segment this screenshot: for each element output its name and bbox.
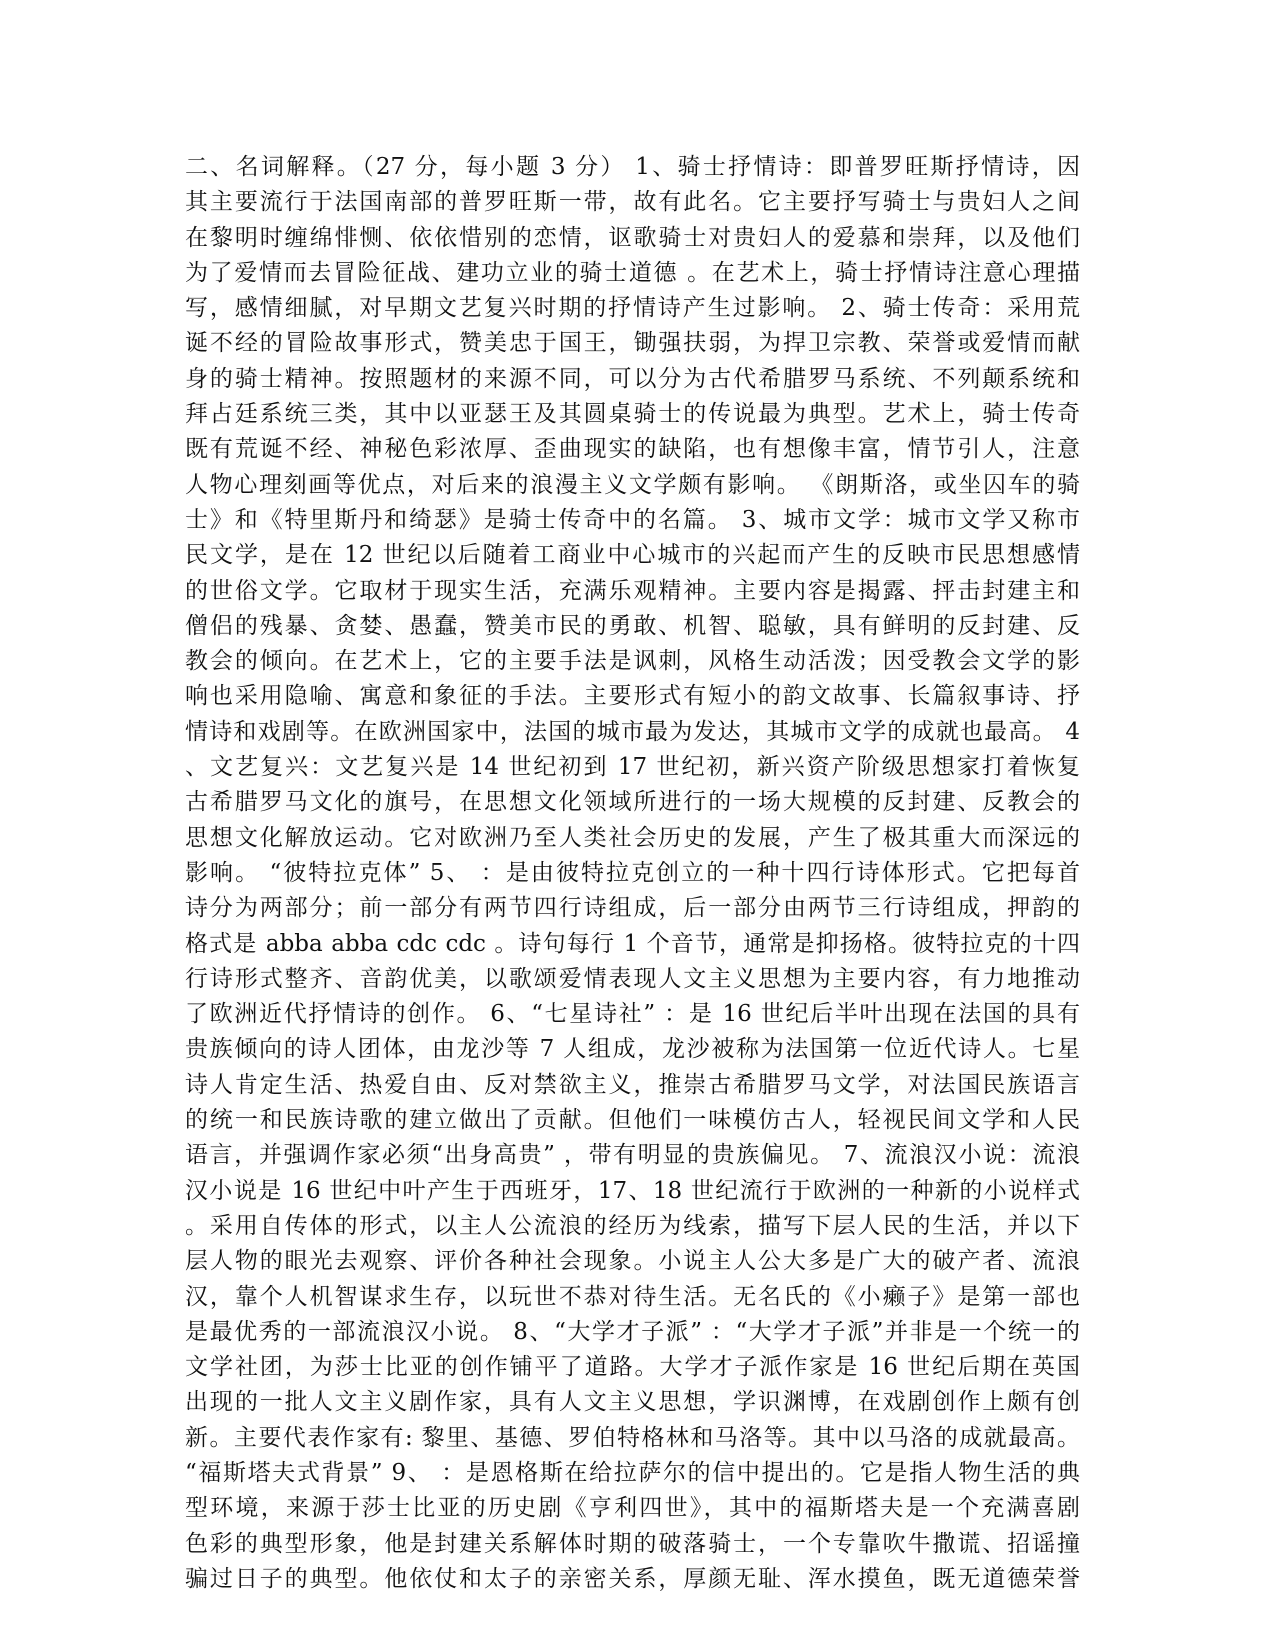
text-line: 教会的倾向。在艺术上，它的主要手法是讽刺，风格生动活泼；因受教会文学的影 <box>185 648 1080 675</box>
text-line: 诞不经的冒险故事形式，赞美忠于国王，锄强扶弱，为捍卫宗教、荣誉或爱情而献 <box>185 330 1080 357</box>
text-line: 贵族倾向的诗人团体，由龙沙等 7 人组成，龙沙被称为法国第一位近代诗人。七星 <box>185 1036 1080 1063</box>
text-line: 、文艺复兴：文艺复兴是 14 世纪初到 17 世纪初，新兴资产阶级思想家打着恢复 <box>185 754 1080 781</box>
text-line: 士》和《特里斯丹和绮瑟》是骑士传奇中的名篇。 3、城市文学：城市文学又称市 <box>185 506 1080 533</box>
text-line: 在黎明时缠绵悱恻、依依惜别的恋情，讴歌骑士对贵妇人的爱慕和崇拜，以及他们 <box>185 224 1080 251</box>
text-line: 其主要流行于法国南部的普罗旺斯一带，故有此名。它主要抒写骑士与贵妇人之间 <box>185 189 1080 216</box>
text-line: 民文学，是在 12 世纪以后随着工商业中心城市的兴起而产生的反映市民思想感情 <box>185 542 1080 569</box>
text-line: 思想文化解放运动。它对欧洲乃至人类社会历史的发展，产生了极其重大而深远的 <box>185 824 1080 851</box>
text-line: 为了爱情而去冒险征战、建功立业的骑士道德 。在艺术上，骑士抒情诗注意心理描 <box>185 259 1080 286</box>
text-line: 诗分为两部分；前一部分有两节四行诗组成，后一部分由两节三行诗组成，押韵的 <box>185 895 1080 922</box>
text-line: 诗人肯定生活、热爱自由、反对禁欲主义，推崇古希腊罗马文学，对法国民族语言 <box>185 1071 1080 1098</box>
text-line: 身的骑士精神。按照题材的来源不同，可以分为古代希腊罗马系统、不列颠系统和 <box>185 365 1080 392</box>
body-text <box>185 150 1080 1597</box>
text-line: 格式是 abba abba cdc cdc 。诗句每行 1 个音节，通常是抑扬格。彼特拉克的十四 <box>185 930 1080 957</box>
text-line: 的世俗文学。它取材于现实生活，充满乐观精神。主要内容是揭露、抨击封建主和 <box>185 577 1080 604</box>
text-line: 二、名词解释。（27 分，每小题 3 分） 1、骑士抒情诗：即普罗旺斯抒情诗，因 <box>185 154 1080 180</box>
text-line: 。采用自传体的形式，以主人公流浪的经历为线索，描写下层人民的生活，并以下 <box>185 1212 1080 1239</box>
text-line: 文学社团，为莎士比亚的创作铺平了道路。大学才子派作家是 16 世纪后期在英国 <box>185 1354 1080 1381</box>
text-line: 了欧洲近代抒情诗的创作。 6、“七星诗社” ：是 16 世纪后半叶出现在法国的具有 <box>185 1001 1080 1028</box>
text-line: 语言，并强调作家必须“出身高贵” ，带有明显的贵族偏见。 7、流浪汉小说：流浪 <box>185 1142 1080 1169</box>
text-line: 色彩的典型形象，他是封建关系解体时期的破落骑士，一个专靠吹牛撒谎、招谣撞 <box>185 1530 1080 1557</box>
text-line: 层人物的眼光去观察、评价各种社会现象。小说主人公大多是广大的破产者、流浪 <box>185 1248 1080 1275</box>
text-line: 行诗形式整齐、音韵优美，以歌颂爱情表现人文主义思想为主要内容，有力地推动 <box>185 965 1080 992</box>
text-line: 型环境，来源于莎士比亚的历史剧《亨利四世》，其中的福斯塔夫是一个充满喜剧 <box>185 1495 1080 1522</box>
text-line: 既有荒诞不经、神秘色彩浓厚、歪曲现实的缺陷，也有想像丰富，情节引人，注意 <box>185 436 1080 463</box>
text-line: 影响。 “彼特拉克体” 5、 ：是由彼特拉克创立的一种十四行诗体形式。它把每首 <box>185 859 1080 886</box>
text-line: 新。主要代表作家有: 黎里、基德、罗伯特格林和马洛等。其中以马洛的成就最高。 <box>185 1424 1080 1451</box>
text-line: “福斯塔夫式背景” 9、 ：是恩格斯在给拉萨尔的信中提出的。它是指人物生活的典 <box>185 1459 1080 1486</box>
text-line: 情诗和戏剧等。在欧洲国家中，法国的城市最为发达，其城市文学的成就也最高。 4 <box>185 718 1080 745</box>
text-line: 写，感情细腻，对早期文艺复兴时期的抒情诗产生过影响。 2、骑士传奇：采用荒 <box>185 295 1080 322</box>
text-line: 汉，靠个人机智谋求生存，以玩世不恭对待生活。无名氏的《小癞子》是第一部也 <box>185 1283 1080 1310</box>
text-line: 僧侣的残暴、贪婪、愚蠢，赞美市民的勇敢、机智、聪敏，具有鲜明的反封建、反 <box>185 612 1080 639</box>
text-line: 人物心理刻画等优点，对后来的浪漫主义文学颇有影响。 《朗斯洛，或坐囚车的骑 <box>185 471 1080 498</box>
text-line: 拜占廷系统三类，其中以亚瑟王及其圆桌骑士的传说最为典型。艺术上，骑士传奇 <box>185 401 1080 428</box>
text-line: 响也采用隐喻、寓意和象征的手法。主要形式有短小的韵文故事、长篇叙事诗、抒 <box>185 683 1080 710</box>
text-line: 的统一和民族诗歌的建立做出了贡献。但他们一味模仿古人，轻视民间文学和人民 <box>185 1107 1080 1134</box>
text-line: 古希腊罗马文化的旗号，在思想文化领域所进行的一场大规模的反封建、反教会的 <box>185 789 1080 816</box>
text-line: 汉小说是 16 世纪中叶产生于西班牙，17、18 世纪流行于欧洲的一种新的小说样式 <box>185 1177 1080 1204</box>
text-line: 是最优秀的一部流浪汉小说。 8、“大学才子派” ：“大学才子派”并非是一个统一的 <box>185 1318 1080 1345</box>
text-line: 骗过日子的典型。他依仗和太子的亲密关系，厚颜无耻、浑水摸鱼，既无道德荣誉 <box>185 1565 1080 1592</box>
text-line: 出现的一批人文主义剧作家，具有人文主义思想，学识渊博，在戏剧创作上颇有创 <box>185 1389 1080 1416</box>
